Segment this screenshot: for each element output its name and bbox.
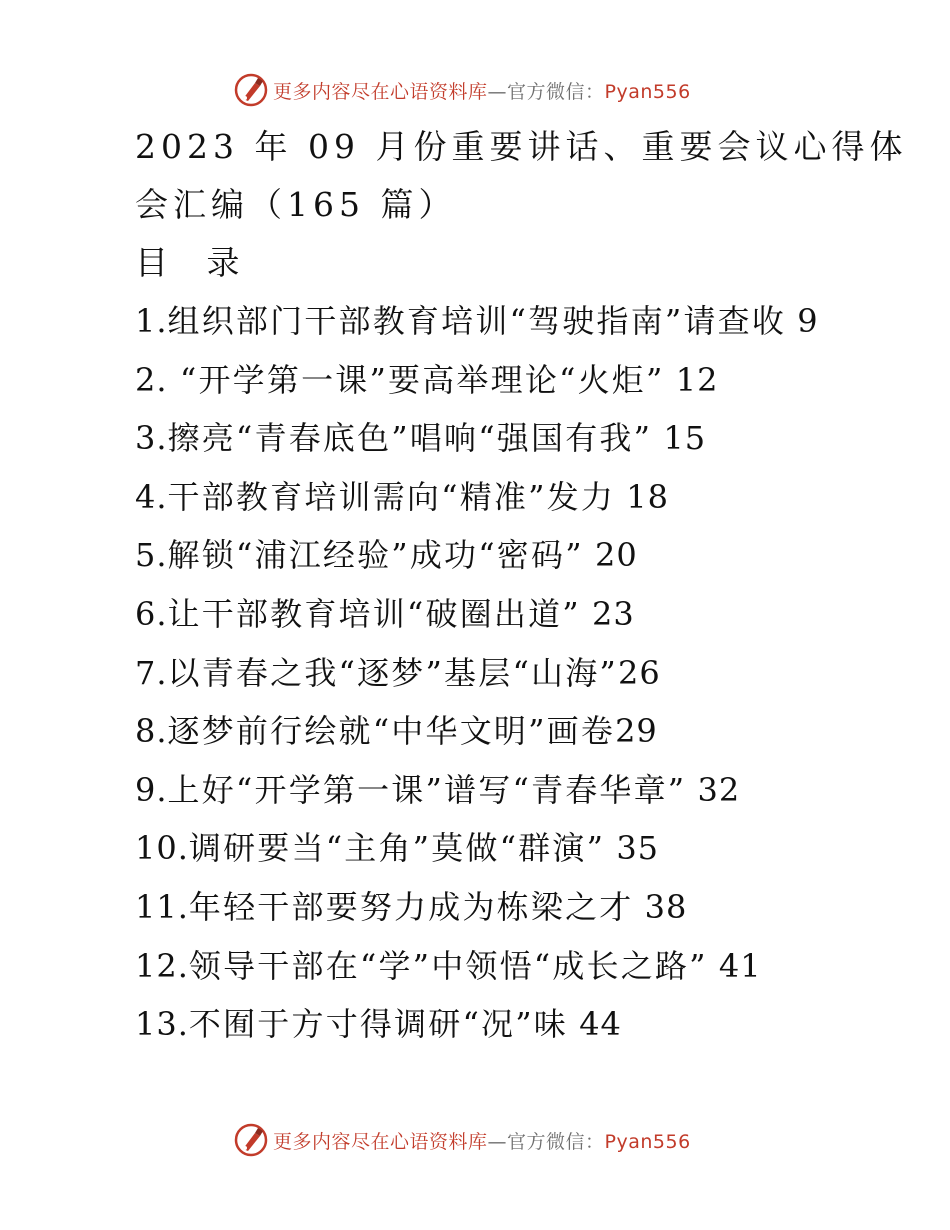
- toc-item-title: 逐梦前行绘就“中华文明”画卷: [167, 712, 616, 751]
- toc-item-title: 擦亮“青春底色”唱响“强国有我”: [167, 419, 653, 458]
- toc-item-number: 9.: [135, 770, 168, 809]
- toc-item[interactable]: [135, 351, 935, 410]
- toc-item-page: 23: [580, 594, 635, 633]
- banner-text: [273, 77, 691, 104]
- toc-item[interactable]: [135, 585, 935, 644]
- toc-item-title: 上好“开学第一课”谱写“青春华章”: [167, 770, 687, 809]
- toc-item-title: 不囿于方寸得调研“况”味: [188, 1005, 569, 1044]
- toc-item-page: 20: [583, 536, 638, 575]
- toc-item-title: 解锁“浦江经验”成功“密码”: [167, 536, 584, 575]
- toc-item-number: 4.: [135, 477, 168, 516]
- toc-item-title: 组织部门干部教育培训“驾驶指南”请查收: [167, 302, 787, 340]
- toc-item-title: 干部教育培训需向“精准”发力: [167, 477, 616, 516]
- banner-account: Pyan556: [604, 1130, 691, 1153]
- toc-item[interactable]: [135, 878, 935, 937]
- toc-item-title: 领导干部在“学”中领悟“成长之路”: [188, 946, 708, 985]
- toc-item[interactable]: [135, 702, 935, 761]
- toc-item[interactable]: [135, 819, 935, 878]
- document-body: [135, 118, 935, 1054]
- banner-text: [273, 1127, 691, 1154]
- toc-item-page: 26: [617, 653, 661, 692]
- toc-item[interactable]: [135, 761, 935, 820]
- toc-item[interactable]: [135, 937, 935, 996]
- toc-item[interactable]: [135, 995, 935, 1054]
- document-title-line-2: 会汇编（165 篇）: [135, 185, 457, 224]
- header-banner: [233, 70, 691, 110]
- banner-separator: —: [487, 80, 508, 103]
- banner-official-label: 官方微信：: [507, 80, 605, 103]
- toc-item-number: 1.: [135, 302, 168, 340]
- toc-item-page: 41: [707, 946, 762, 985]
- toc-item-title: 调研要当“主角”莫做“群演”: [188, 829, 606, 868]
- toc-item-title: “开学第一课”要高举理论“火炬”: [167, 360, 665, 399]
- toc-item-number: 12.: [135, 946, 189, 985]
- toc-item[interactable]: [135, 292, 935, 351]
- toc-item-page: 15: [652, 419, 707, 458]
- toc-item-number: 8.: [135, 712, 168, 751]
- toc-item-title: 年轻干部要努力成为栋梁之才: [188, 887, 634, 926]
- toc-item-page: 18: [615, 477, 669, 516]
- toc-item-number: 2.: [135, 360, 168, 399]
- footer-banner: [233, 1120, 691, 1160]
- pen-nib-logo-icon: [233, 1122, 269, 1158]
- toc-item-title: 以青春之我“逐梦”基层“山海”: [167, 653, 618, 692]
- toc-item-number: 10.: [135, 829, 189, 868]
- toc-item-page: 35: [605, 829, 660, 868]
- toc-item-page: 44: [568, 1005, 622, 1044]
- toc-list: [135, 292, 935, 1054]
- toc-item[interactable]: [135, 644, 935, 703]
- toc-item-page: 12: [664, 360, 719, 399]
- toc-item-number: 3.: [135, 419, 168, 458]
- banner-main-text: 更多内容尽在心语资料库: [273, 1130, 488, 1153]
- toc-item-number: 6.: [135, 594, 168, 633]
- toc-item-page: 9: [786, 302, 819, 340]
- toc-item[interactable]: [135, 468, 935, 527]
- banner-main-text: 更多内容尽在心语资料库: [273, 80, 488, 103]
- toc-item-page: 32: [686, 770, 741, 809]
- toc-item-number: 11.: [135, 887, 189, 926]
- banner-account: Pyan556: [604, 80, 691, 103]
- toc-item-number: 7.: [135, 653, 168, 692]
- toc-item-page: 38: [633, 887, 688, 926]
- toc-item-title: 让干部教育培训“破圈出道”: [167, 594, 581, 633]
- banner-official-label: 官方微信：: [507, 1130, 605, 1153]
- document-title-line-1: 2023 年 09 月份重要讲话、重要会议心得体: [135, 127, 908, 166]
- banner-separator: —: [487, 1130, 508, 1153]
- toc-heading: 目 录: [135, 243, 254, 282]
- toc-item-page: 29: [615, 712, 658, 751]
- pen-nib-logo-icon: [233, 72, 269, 108]
- toc-item[interactable]: [135, 526, 935, 585]
- toc-item[interactable]: [135, 409, 935, 468]
- toc-item-number: 5.: [135, 536, 168, 575]
- toc-item-number: 13.: [135, 1005, 189, 1044]
